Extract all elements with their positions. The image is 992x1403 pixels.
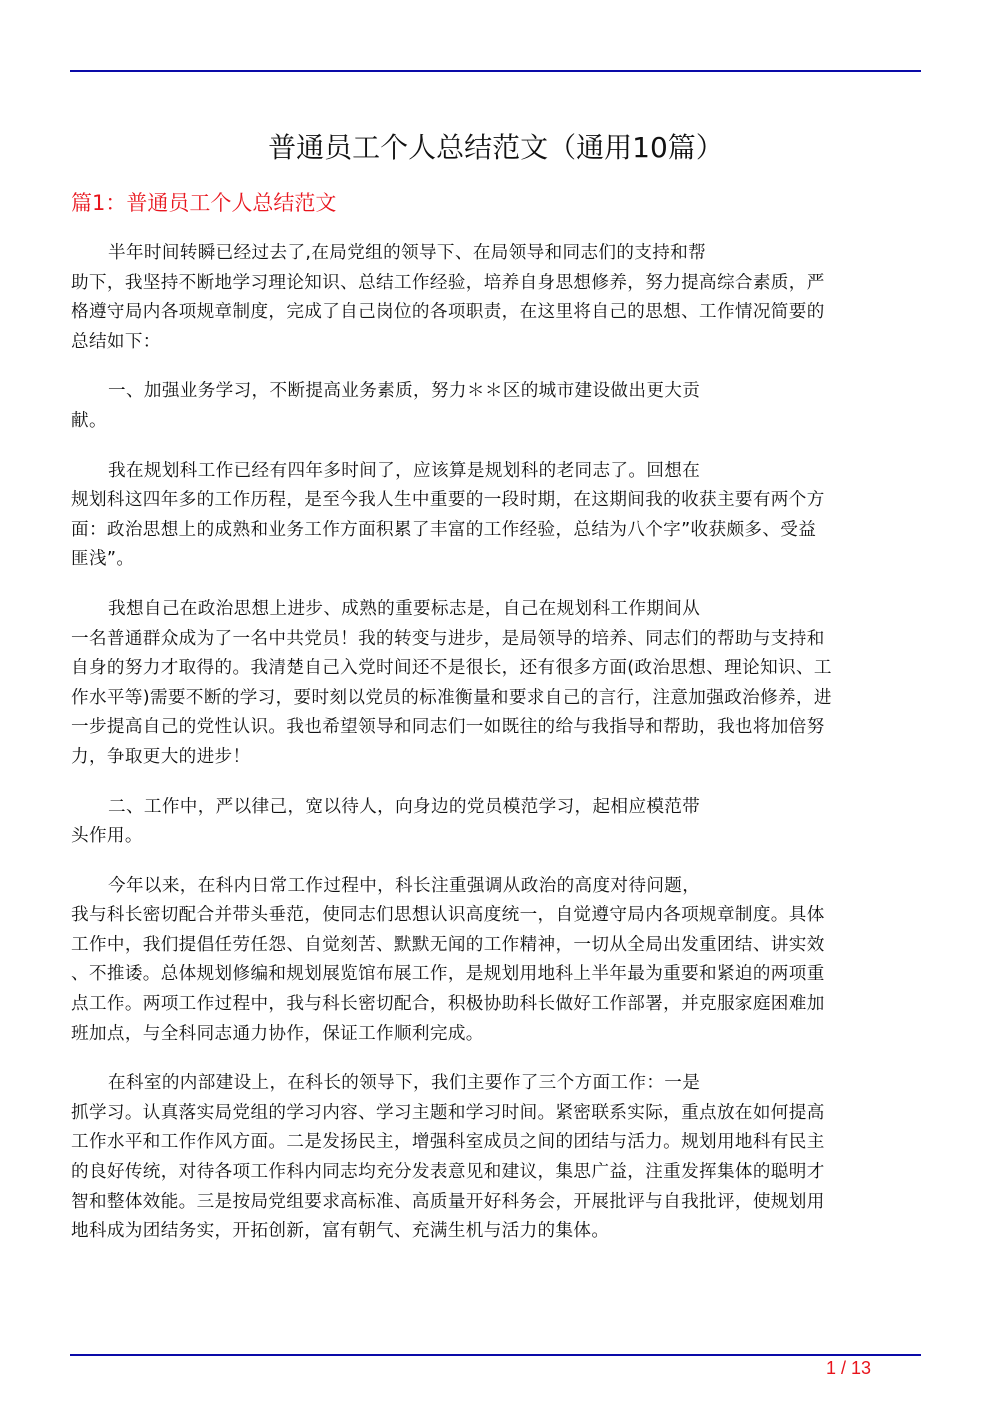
paragraph-2 — [71, 377, 916, 436]
text-line: 规划科这四年多的工作历程，是至今我人生中重要的一段时期，在这期间我的收获主要有两个方 — [71, 490, 825, 511]
text-line: 的良好传统，对待各项工作科内同志均充分发表意见和建议，集思广益，注重发挥集体的聪明才 — [71, 1162, 825, 1183]
header-rule — [70, 70, 921, 72]
text-line: 匪浅”。 — [71, 549, 135, 570]
paragraph-7 — [71, 1069, 916, 1247]
text-line: 面：政治思想上的成熟和业务工作方面积累了丰富的工作经验，总结为八个字”收获颇多、受益 — [71, 519, 817, 540]
text-line: 一、加强业务学习，不断提高业务素质，努力＊＊区的城市建设做出更大贡 — [108, 381, 701, 402]
text-line: 自身的努力才取得的。我清楚自己入党时间还不是很长，还有很多方面(政治思想、理论知识、工 — [71, 658, 832, 679]
paragraph-1 — [71, 239, 916, 357]
text-line: 我在规划科工作已经有四年多时间了，应该算是规划科的老同志了。回想在 — [108, 460, 701, 481]
text-line: 今年以来，在科内日常工作过程中，科长注重强调从政治的高度对待问题， — [108, 875, 701, 896]
document-body — [71, 239, 916, 1267]
text-line: 点工作。两项工作过程中，我与科长密切配合，积极协助科长做好工作部署，并克服家庭困难加 — [71, 994, 825, 1015]
text-line: 工作中，我们提倡任劳任怨、自觉刻苦、默默无闻的工作精神，一切从全局出发重团结、讲实效 — [71, 934, 825, 955]
text-line: 一步提高自己的党性认识。我也希望领导和同志们一如既往的给与我指导和帮助，我也将加倍努 — [71, 717, 825, 738]
text-line: 在科室的内部建设上，在科长的领导下，我们主要作了三个方面工作：一是 — [108, 1073, 701, 1094]
text-line: 抓学习。认真落实局党组的学习内容、学习主题和学习时间。紧密联系实际，重点放在如何提高 — [71, 1102, 825, 1123]
section-heading: 篇1：普通员工个人总结范文 — [71, 191, 337, 215]
text-line: 智和整体效能。三是按局党组要求高标准、高质量开好科务会，开展批评与自我批评，使规划用 — [71, 1191, 825, 1212]
paragraph-4 — [71, 595, 916, 773]
paragraph-3 — [71, 457, 916, 575]
paragraph-6 — [71, 872, 916, 1050]
text-line: 工作水平和工作作风方面。二是发扬民主，增强科室成员之间的团结与活力。规划用地科有民主 — [71, 1132, 825, 1153]
text-line: 班加点，与全科同志通力协作，保证工作顺利完成。 — [71, 1023, 484, 1044]
text-line: 总结如下： — [71, 331, 161, 352]
document-title: 普通员工个人总结范文（通用10篇） — [268, 131, 724, 164]
text-line: 、不推诿。总体规划修编和规划展览馆布展工作，是规划用地科上半年最为重要和紧迫的两项重 — [71, 964, 825, 985]
page-number: 1 / 13 — [826, 1358, 872, 1378]
paragraph-5 — [71, 793, 916, 852]
text-line: 格遵守局内各项规章制度，完成了自己岗位的各项职责，在这里将自己的思想、工作情况简要的 — [71, 302, 825, 323]
text-line: 头作用。 — [71, 826, 143, 847]
footer-rule — [70, 1354, 921, 1356]
text-line: 一名普通群众成为了一名中共党员！我的转变与进步，是局领导的培养、同志们的帮助与支持和 — [71, 628, 825, 649]
text-line: 作水平等)需要不断的学习，要时刻以党员的标准衡量和要求自己的言行，注意加强政治修养，进 — [71, 687, 832, 708]
text-line: 献。 — [71, 410, 107, 431]
text-line: 二、工作中，严以律己，宽以待人，向身边的党员模范学习，起相应模范带 — [108, 796, 701, 817]
text-line: 力，争取更大的进步！ — [71, 746, 251, 767]
text-line: 我与科长密切配合并带头垂范，使同志们思想认识高度统一，自觉遵守局内各项规章制度。具体 — [71, 905, 825, 926]
text-line: 助下，我坚持不断地学习理论知识、总结工作经验，培养自身思想修养，努力提高综合素质，严 — [71, 272, 825, 293]
text-line: 我想自己在政治思想上进步、成熟的重要标志是，自己在规划科工作期间从 — [108, 598, 701, 619]
text-line: 地科成为团结务实，开拓创新，富有朝气、充满生机与活力的集体。 — [71, 1221, 610, 1242]
text-line: 半年时间转瞬已经过去了,在局党组的领导下、在局领导和同志们的支持和帮 — [108, 243, 707, 263]
